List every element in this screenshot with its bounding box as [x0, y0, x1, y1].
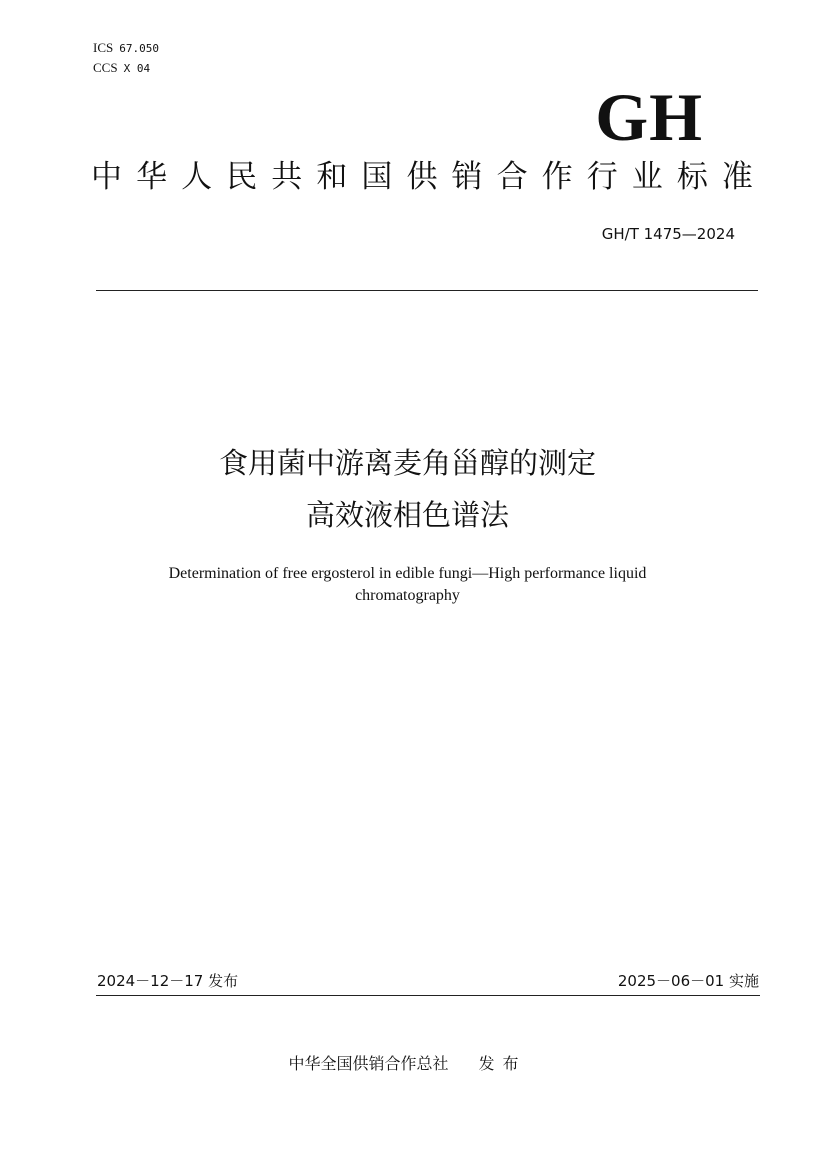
- ics-label: ICS: [93, 40, 114, 55]
- org-title-char: 共: [271, 159, 303, 195]
- ics-code: [93, 41, 159, 56]
- publisher: [0, 1053, 815, 1075]
- org-title-char: 中: [91, 159, 122, 195]
- org-title-char: 和: [316, 159, 348, 195]
- org-title-char: 华: [136, 159, 168, 195]
- bottom-divider: [96, 995, 760, 996]
- org-title-char: 国: [361, 159, 393, 195]
- org-title-char: 准: [721, 159, 753, 195]
- standard-number: GH/T 1475—2024: [601, 225, 735, 243]
- title-chinese-line-1: 食用菌中游离麦角甾醇的测定: [218, 446, 596, 480]
- ccs-code: [93, 61, 150, 76]
- top-divider: [96, 290, 758, 291]
- ics-value: 67.050: [119, 42, 159, 55]
- issue-date: 2024－12－17 发布: [97, 972, 239, 990]
- gh-logo: GH: [595, 79, 703, 155]
- org-title-char: 标: [676, 159, 708, 195]
- org-title-char: 业: [631, 159, 663, 195]
- ccs-label: CCS: [93, 60, 118, 75]
- org-title-char: 合: [496, 159, 528, 195]
- title-english-line-1: Determination of free ergosterol in edible fungi—High performance liquid: [168, 565, 647, 582]
- org-title-char: 人: [181, 159, 213, 195]
- org-title-char: 销: [451, 159, 483, 195]
- org-title: [91, 157, 753, 197]
- ccs-value: X 04: [123, 62, 151, 75]
- title-chinese-line-2: 高效液相色谱法: [305, 498, 509, 532]
- implementation-date: 2025－06－01 实施: [617, 972, 759, 990]
- title-english-line-2: chromatography: [355, 587, 460, 604]
- org-title-char: 作: [541, 159, 573, 195]
- publisher-action: 发布: [478, 1054, 527, 1073]
- publisher-name: 中华全国供销合作总社: [288, 1054, 449, 1073]
- org-title-char: 民: [226, 159, 258, 195]
- org-title-char: 供: [406, 159, 438, 195]
- org-title-char: 行: [586, 159, 618, 195]
